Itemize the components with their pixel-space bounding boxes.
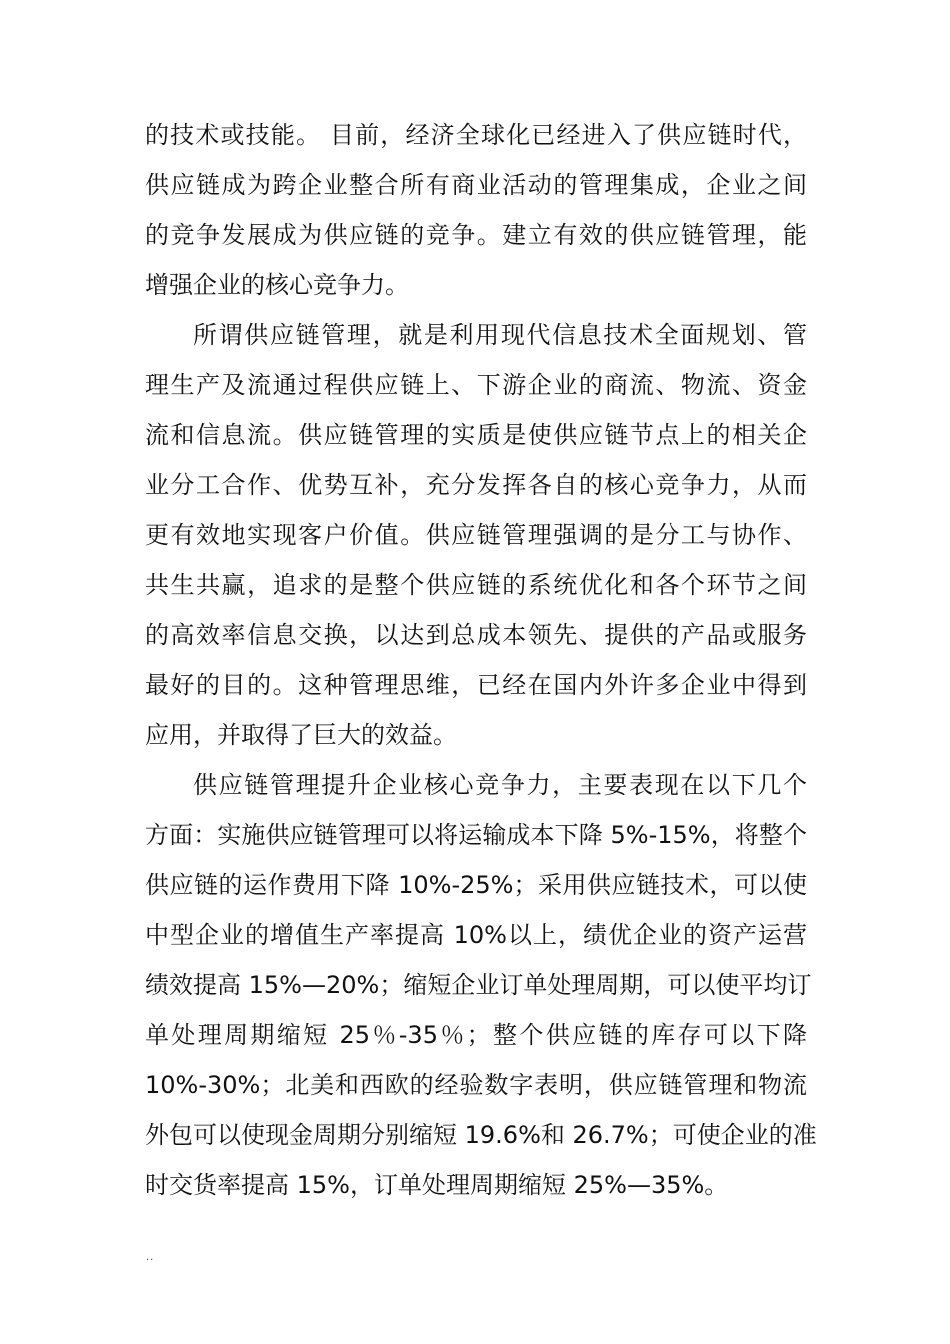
text-line: 时交货率提高 15%，订单处理周期缩短 25%—35%。 (145, 1171, 729, 1199)
paragraph-first-line: 供应链管理提升企业核心竞争力，主要表现在以下几个 (193, 771, 807, 799)
text-line: 最好的目的。这种管理思维，已经在国内外许多企业中得到 (145, 671, 807, 699)
text-line: 绩效提高 15%—20%；缩短企业订单处理周期，可以使平均订 (145, 971, 812, 999)
text-line: 中型企业的增值生产率提高 10%以上，绩优企业的资产运营 (145, 921, 807, 949)
text-line: 理生产及流通过程供应链上、下游企业的商流、物流、资金 (145, 371, 807, 399)
text-line: 的竞争发展成为供应链的竞争。建立有效的供应链管理，能 (145, 221, 807, 249)
document-body (145, 110, 817, 1210)
text-line: 更有效地实现客户价值。供应链管理强调的是分工与协作、 (145, 521, 807, 549)
text-line: 的技术或技能。 目前，经济全球化已经进入了供应链时代， (145, 121, 807, 149)
text-line: 外包可以使现金周期分别缩短 19.6%和 26.7%；可使企业的准 (145, 1121, 817, 1149)
text-line: 应用，并取得了巨大的效益。 (145, 721, 457, 749)
text-line: 增强企业的核心竞争力。 (145, 271, 409, 299)
text-line: 的高效率信息交换，以达到总成本领先、提供的产品或服务 (145, 621, 807, 649)
footer-mark: .. (146, 1252, 155, 1263)
text-line: 方面：实施供应链管理可以将运输成本下降 5%-15%，将整个 (145, 821, 807, 849)
text-line: 流和信息流。供应链管理的实质是使供应链节点上的相关企 (145, 421, 807, 449)
text-line: 供应链成为跨企业整合所有商业活动的管理集成，企业之间 (145, 171, 807, 199)
text-line: 业分工合作、优势互补，充分发挥各自的核心竞争力，从而 (145, 471, 807, 499)
text-line: 10%-30%；北美和西欧的经验数字表明，供应链管理和物流 (145, 1071, 807, 1099)
text-line: 单处理周期缩短 25％-35％；整个供应链的库存可以下降 (145, 1021, 807, 1049)
paragraph-first-line: 所谓供应链管理，就是利用现代信息技术全面规划、管 (193, 321, 807, 349)
text-line: 共生共赢，追求的是整个供应链的系统优化和各个环节之间 (145, 571, 807, 599)
text-line: 供应链的运作费用下降 10%-25%；采用供应链技术，可以使 (145, 871, 807, 899)
